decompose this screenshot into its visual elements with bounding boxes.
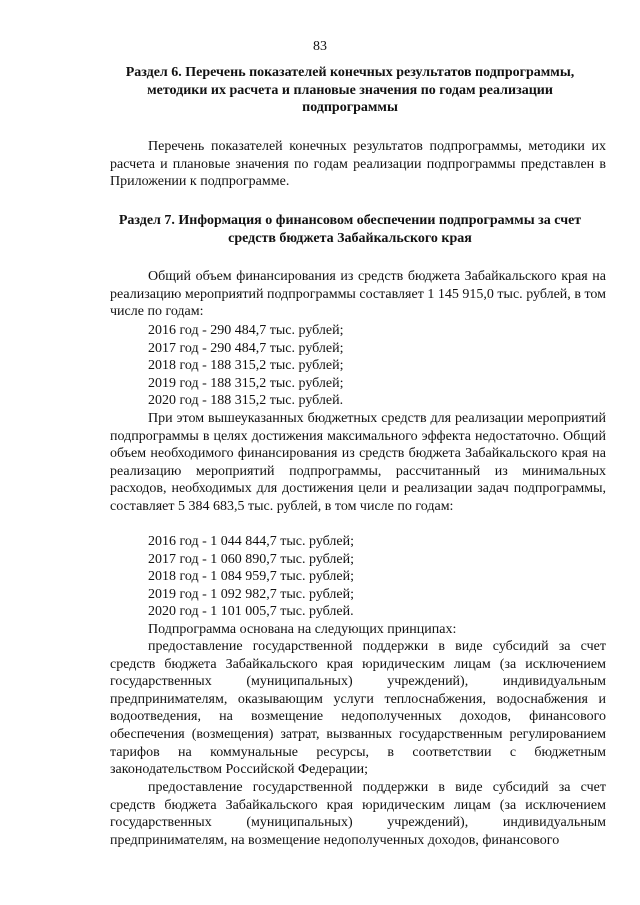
paragraph: Общий объем финансирования из средств бюджета Забайкальского края на реализацию мероприятий подпрограммы составляет 1 145 915,0 тыс. рублей, в том числе по годам: [110,269,606,320]
year-line: 2019 год - 188 315,2 тыс. рублей; [148,376,344,391]
year-line: 2017 год - 290 484,7 тыс. рублей; [148,341,344,356]
year-line: 2020 год - 188 315,2 тыс. рублей. [148,393,344,408]
year-line: 2017 год - 1 060 890,7 тыс. рублей; [148,552,355,567]
required-funding-paragraph [110,410,606,516]
funding-intro [110,268,606,321]
section-6-title: Раздел 6. Перечень показателей конечных результатов подпрограммы, методики их расчета и плановые значения по годам реализации подпрограммы [125,65,575,116]
paragraph: предоставление государственной поддержки в виде субсидий за счет средств бюджета Забайкальского края юридическим лицам (за исключением государственных (муниципальных) учреждений), индивидуальным предпринимателям, оказывающим услуги теплоснабжения, водоснабжения и водоотведения, на возмещение недополученных доходов, финансового обеспечения (возмещения) затрат, вызванных государственным регулированием тарифов на коммунальные ресурсы, в соответствии с бюджетным законодательством Российской Федерации; [110,639,606,778]
principles-intro: Подпрограмма основана на следующих принципах: [148,622,457,637]
paragraph: Перечень показателей конечных результатов подпрограммы, методики их расчета и плановые значения по годам реализации подпрограммы представлен в Приложении к подпрограмме. [110,139,606,190]
paragraph: предоставление государственной поддержки в виде субсидий за счет средств бюджета Забайкальского края юридическим лицам (за исключением государственных (муниципальных) учреждений), индивидуальным предпринимателям, на возмещение недополученных доходов, финансового [110,780,606,848]
paragraph: При этом вышеуказанных бюджетных средств для реализации мероприятий подпрограммы в целях достижения максимального эффекта недостаточно. Общий объем необходимого финансирования из средств бюджета Забайкальского края на реализацию мероприятий подпрограммы, рассчитанный из минимальных расходов, необходимых для достижения цели и реализации задач подпрограммы, составляет 5 384 683,5 тыс. рублей, в том числе по годам: [110,411,606,514]
year-line: 2016 год - 1 044 844,7 тыс. рублей; [148,534,355,549]
page-number: 83 [313,39,327,54]
year-line: 2020 год - 1 101 005,7 тыс. рублей. [148,604,354,619]
section-7-title: Раздел 7. Информация о финансовом обеспечении подпрограммы за счет средств бюджета Забайкальского края [118,213,582,246]
section-6-paragraph [110,138,606,191]
principle-1 [110,638,606,779]
principle-2 [110,779,606,849]
year-line: 2018 год - 1 084 959,7 тыс. рублей; [148,569,355,584]
year-line: 2016 год - 290 484,7 тыс. рублей; [148,323,344,338]
year-line: 2018 год - 188 315,2 тыс. рублей; [148,358,344,373]
year-line: 2019 год - 1 092 982,7 тыс. рублей; [148,587,355,602]
